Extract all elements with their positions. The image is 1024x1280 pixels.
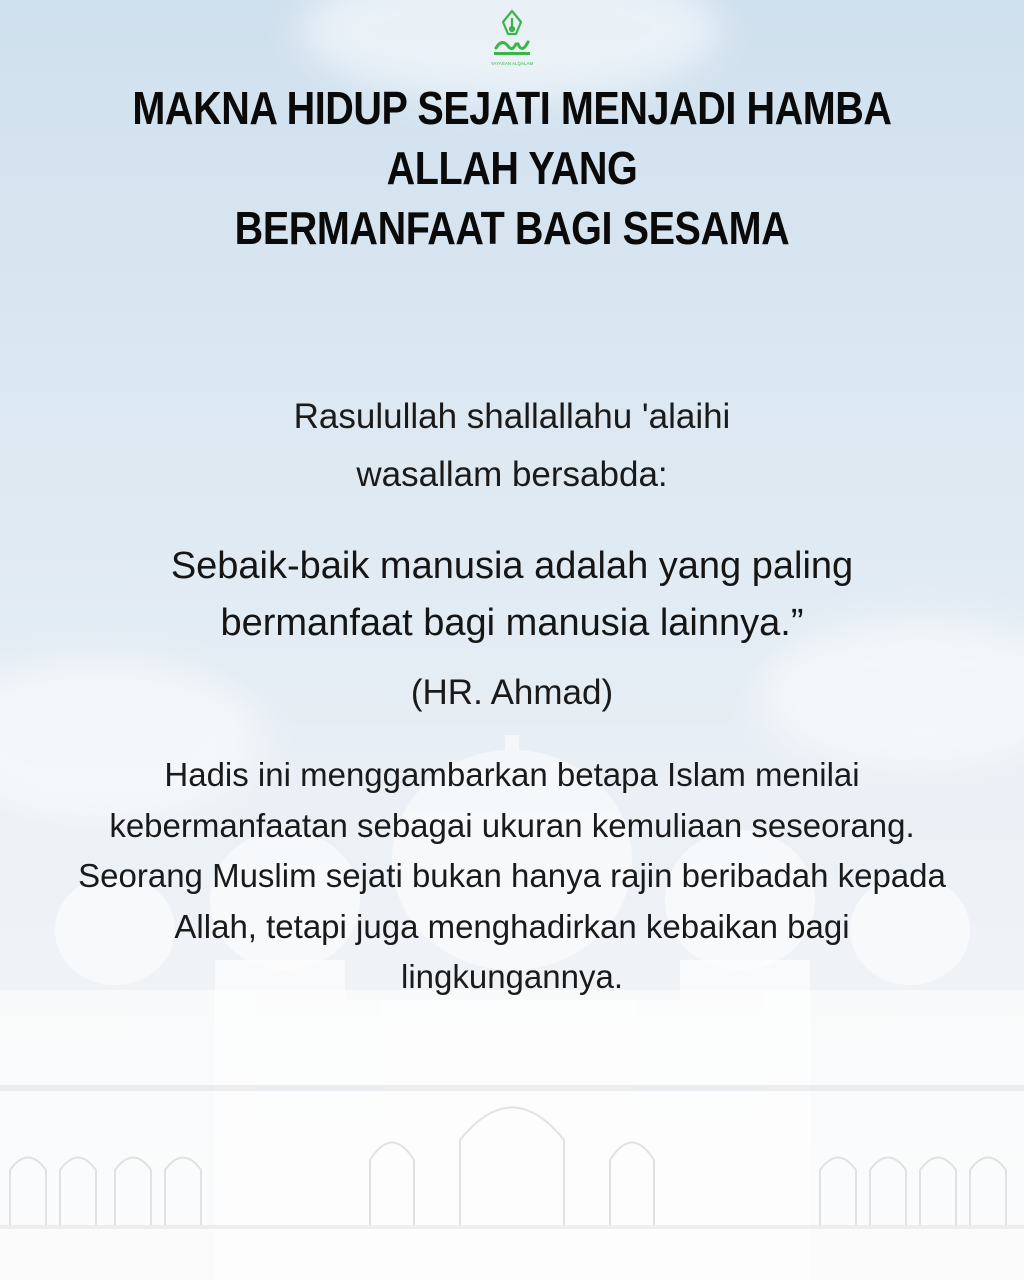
paragraph-line: Seorang Muslim sejati bukan hanya rajin beribadah kepada	[78, 857, 946, 894]
pen-nib-logo-icon	[488, 8, 536, 70]
hadith-quote	[0, 538, 1024, 652]
paragraph-line: Allah, tetapi juga menghadirkan kebaikan bagi	[174, 907, 850, 945]
hadith-intro	[0, 388, 1024, 504]
explanation-paragraph	[0, 750, 1024, 1003]
intro-line: wasallam bersabda:	[356, 455, 668, 494]
paragraph-line: lingkungannya.	[400, 958, 623, 995]
quote-line: Sebaik-baik manusia adalah yang paling	[170, 545, 854, 587]
hadith-source: (HR. Ahmad)	[410, 673, 614, 712]
paragraph-line: Hadis ini menggambarkan betapa Islam menilai	[164, 756, 860, 793]
logo-caption: YAYASAN ALQALAM	[490, 61, 534, 66]
title-line: BERMANFAAT BAGI SESAMA	[234, 202, 790, 254]
paragraph-line: kebermanfaatan sebagai ukuran kemuliaan seseorang.	[109, 806, 915, 844]
quote-line: bermanfaat bagi manusia lainnya.”	[220, 602, 804, 644]
page-title	[72, 78, 953, 258]
title-line: MAKNA HIDUP SEJATI MENJADI HAMBA ALLAH YANG	[132, 82, 892, 194]
intro-line: Rasulullah shallallahu 'alaihi	[293, 397, 731, 436]
